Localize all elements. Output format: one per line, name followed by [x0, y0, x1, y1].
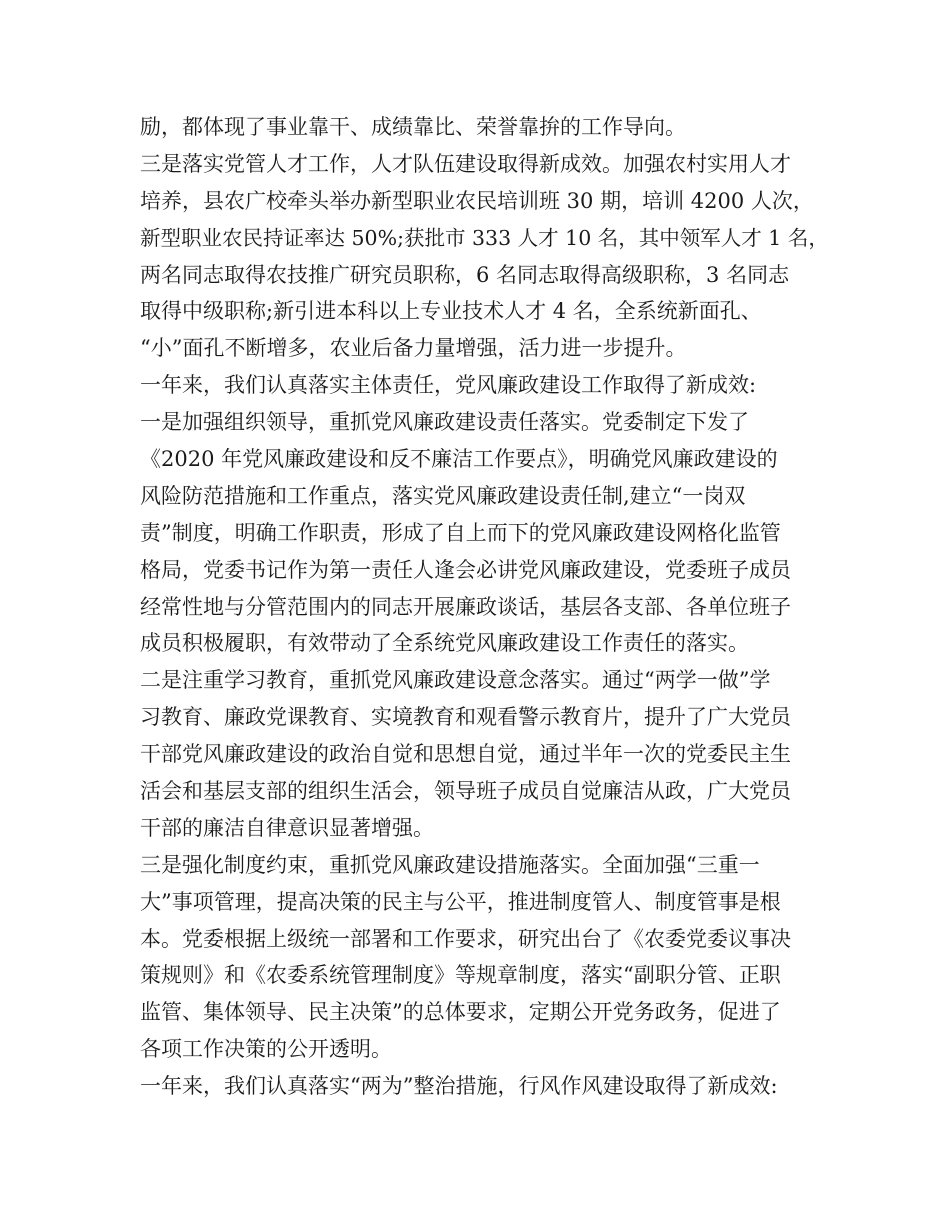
text-line: “小”面孔不断增多，农业后备力量增强，活力进一步提升。: [140, 336, 687, 361]
text-line: 格局，党委书记作为第一责任人逢会必讲党风廉政建设，党委班子成员: [140, 557, 791, 582]
text-line: 干部的廉洁自律意识显著增强。: [140, 815, 434, 840]
text-line: 一年来，我们认真落实“两为”整治措施，行风作风建设取得了新成效:: [140, 1074, 778, 1099]
text-line: 一是加强组织领导，重抓党风廉政建设责任落实。党委制定下发了: [140, 410, 749, 435]
text-line: 责”制度，明确工作职责，形成了自上而下的党风廉政建设网格化监管: [140, 520, 781, 545]
text-line: 风险防范措施和工作重点，落实党风廉政建设责任制,建立“一岗双: [140, 483, 746, 508]
text-line: 一年来，我们认真落实主体责任，党风廉政建设工作取得了新成效:: [140, 373, 757, 398]
document-body: [140, 109, 830, 1105]
text-line: 大”事项管理，提高决策的民主与公平，推进制度管人、制度管事是根: [140, 889, 781, 914]
text-line: 励，都体现了事业靠干、成绩靠比、荣誉靠拚的工作导向。: [140, 115, 686, 139]
text-line: 各项工作决策的公开透明。: [140, 1037, 392, 1062]
text-line: 成员积极履职，有效带动了全系统党风廉政建设工作责任的落实。: [140, 631, 749, 656]
text-line: 培养，县农广校牵头举办新型职业农民培训班 30 期，培训 4200 人次，: [140, 188, 814, 213]
text-line: 本。党委根据上级统一部署和工作要求，研究出台了《农委党委议事决: [140, 926, 791, 951]
text-line: 《2020 年党风廉政建设和反不廉洁工作要点》，明确党风廉政建设的: [140, 447, 778, 472]
text-line: 策规则》和《农委系统管理制度》等规章制度，落实“副职分管、正职: [140, 963, 781, 988]
text-line: 经常性地与分管范围内的同志开展廉政谈话，基层各支部、各单位班子: [140, 594, 791, 619]
text-line: 二是注重学习教育，重抓党风廉政建设意念落实。通过“两学一做”学: [140, 668, 771, 693]
text-line: 活会和基层支部的组织生活会，领导班子成员自觉廉洁从政，广大党员: [140, 779, 791, 804]
text-line: 新型职业农民持证率达 50%;获批市 333 人才 10 名，其中领军人才 1 名，: [140, 225, 829, 250]
text-line: 监管、集体领导、民主决策”的总体要求，定期公开党务政务，促进了: [140, 1000, 781, 1025]
text-line: 习教育、廉政党课教育、实境教育和观看警示教育片，提升了广大党员: [140, 705, 791, 730]
text-line: 取得中级职称;新引进本科以上专业技术人才 4 名，全系统新面孔、: [140, 299, 762, 324]
text-line: 三是强化制度约束，重抓党风廉政建设措施落实。全面加强“三重一: [140, 852, 760, 877]
text-line: 干部党风廉政建设的政治自觉和思想自觉，通过半年一次的党委民主生: [140, 742, 791, 767]
text-line: 两名同志取得农技推广研究员职称，6 名同志取得高级职称，3 名同志: [140, 262, 790, 287]
text-line: 三是落实党管人才工作，人才队伍建设取得新成效。加强农村实用人才: [140, 151, 791, 176]
